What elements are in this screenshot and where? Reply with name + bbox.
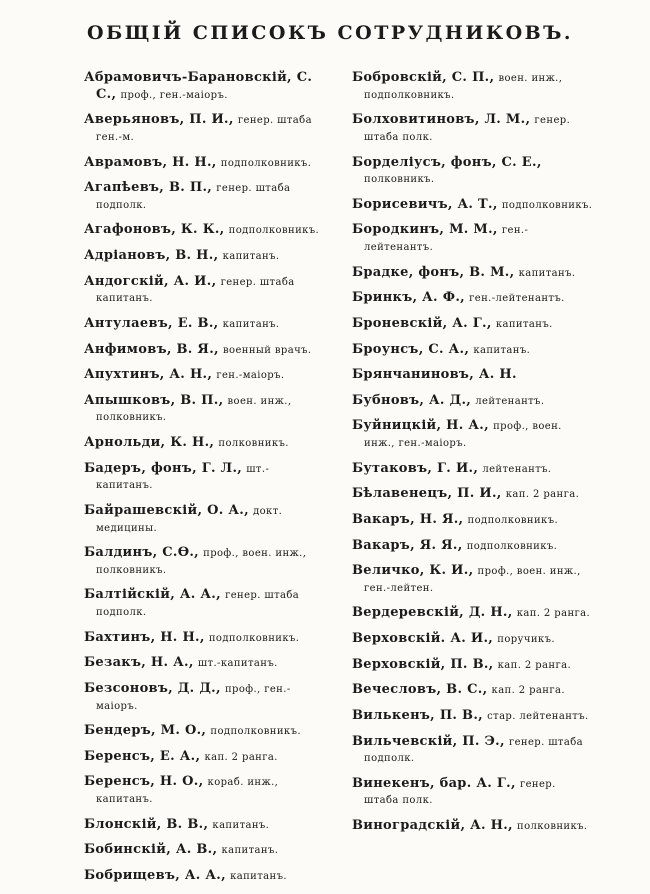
list-entry [84,749,326,766]
entry-name: Винекенъ, бар. А. Г., [352,775,516,791]
list-entry [352,265,594,282]
entry-rank: проф., ген.-маіоръ. [120,89,228,101]
list-entry [352,708,594,725]
entry-name: Броунсъ, С. А., [352,341,470,357]
entry-rank: подполковникъ. [208,632,300,644]
list-entry [352,197,594,214]
entry-name: Верховскій, П. В., [352,656,494,672]
entry-name: Беренсъ, Е. А., [84,748,201,764]
list-entry [84,723,326,740]
entry-rank: докт. медицины. [96,505,283,534]
entry-name: Байрашевскій, О. А., [84,502,249,518]
list-entry [84,868,326,885]
entry-name: Бубновъ, А. Д., [352,392,472,408]
entry-name: Агафоновъ, К. К., [84,222,225,238]
list-entry [352,70,594,103]
list-entry [352,734,594,767]
entry-rank: генер. штаба подполк. [364,736,584,765]
entry-name: Анфимовъ, В. Я., [84,341,219,357]
list-entry [84,630,326,647]
entry-name: Абрамовичъ-Барановскій, С. С., [84,70,313,102]
page-title: ОБЩІЙ СПИСОКЪ СОТРУДНИКОВЪ. [86,22,574,44]
entry-name: Бобинскій, А. В., [84,842,218,858]
entry-rank: проф., ген.-маіоръ. [96,683,291,712]
entry-rank: шт.-капитанъ. [197,658,278,670]
entry-name: Вакаръ, Я. Я., [352,537,463,553]
list-entry [84,367,326,384]
entry-name: Бутаковъ, Г. И., [352,460,479,476]
entry-name: Величко, К. И., [352,563,474,579]
entry-rank: генер. штаба полк. [364,115,571,143]
entry-name: Блонскій, В. В., [84,816,209,832]
entry-rank: полковникъ. [364,174,435,186]
list-entry [352,112,594,145]
entry-name: Бринкъ, А. Ф., [352,290,465,306]
list-entry [352,486,594,503]
list-entry [84,316,326,333]
entry-rank: кап. 2 ранга. [204,751,278,763]
list-entry [352,342,594,359]
entry-name: Апухтинъ, А. Н., [84,367,213,383]
entry-name: Балдинъ, С.Ѳ., [84,545,199,561]
entry-rank: капитанъ. [221,845,279,857]
entry-rank: кап. 2 ранга. [516,608,591,620]
list-entry [84,342,326,359]
entry-name: Вечесловъ, В. С., [352,682,488,698]
list-entry [352,155,594,188]
list-entry [352,316,594,333]
entry-rank: воен. инж., подполковникъ. [364,73,563,101]
list-entry [352,818,594,835]
list-entry [352,538,594,555]
entry-name: Адріановъ, В. Н., [84,248,219,263]
list-entry [84,681,326,714]
entry-rank: проф., воен. инж., ген.-лейтен. [364,566,581,594]
entry-rank: стар. лейтенантъ. [487,710,589,722]
contributor-list-left [84,70,326,894]
entry-rank: полковникъ. [218,438,289,449]
list-entry [84,180,326,213]
entry-rank: подполковникъ. [466,540,558,552]
entry-rank: шт.-капитанъ. [96,463,270,492]
entry-rank: капитанъ. [212,819,270,831]
entry-name: Андогскій, А. И., [84,273,217,289]
entry-rank: капитанъ. [473,344,531,356]
entry-name: Вилькенъ, П. В., [352,707,483,723]
entry-rank: подполковникъ. [220,157,312,169]
entry-rank: поручикъ. [497,634,555,645]
entry-name: Вильчевскій, П. Э., [352,733,505,749]
entry-name: Аврамовъ, Н. Н., [84,154,217,170]
entry-rank: проф., воен. инж., ген.-маіоръ. [364,421,562,449]
list-entry [352,631,594,648]
list-entry [352,682,594,699]
entry-name: Брадке, фонъ, В. М., [352,264,515,280]
list-entry [84,248,326,265]
entry-name: Вакаръ, Н. Я., [352,511,464,527]
entry-rank: лейтенантъ. [475,395,545,407]
entry-rank: капитанъ. [230,870,287,882]
entry-name: Бахтинъ, Н. Н., [84,629,205,645]
list-entry [352,367,594,384]
entry-rank: капитанъ. [495,318,553,330]
entry-name: Брянчаниновъ, А. Н. [352,367,517,383]
entry-name: Буйницкій, Н. А., [352,418,489,434]
list-entry [352,512,594,529]
list-entry [84,587,326,620]
list-entry [84,461,326,494]
entry-rank: подполковникъ. [501,199,593,211]
list-entry [84,222,326,239]
list-entry [352,605,594,622]
entry-rank: полковникъ. [517,821,588,832]
entry-name: Безакъ, Н. А., [84,655,194,671]
entry-rank: капитанъ. [222,251,280,262]
entry-rank: генер. штаба капитанъ. [96,276,295,305]
list-entry [84,393,326,426]
entry-name: Бадеръ, фонъ, Г. Л., [84,460,243,476]
entry-rank: проф., воен. инж., полковникъ. [96,548,307,576]
list-entry [84,112,326,145]
list-entry [352,222,594,255]
entry-name: Агапѣевъ, В. П., [84,180,213,196]
entry-rank: подполковникъ. [467,514,559,526]
entry-rank: ген.-лейтенантъ. [469,293,565,305]
entry-name: Бендеръ, М. О., [84,723,207,739]
entry-name: Броневскій, А. Г., [352,315,492,331]
entry-name: Апышковъ, В. П., [84,392,224,408]
entry-rank: подполковникъ. [228,225,320,237]
list-entry [84,817,326,834]
entry-name: Виноградскій, А. Н., [352,818,513,833]
entry-rank: военный врачъ. [223,344,312,356]
contributor-list-right [352,70,594,894]
list-entry [352,418,594,451]
entry-name: Арнольди, К. Н., [84,435,215,450]
entry-rank: капитанъ. [222,318,280,330]
list-entry [84,435,326,452]
entry-name: Балтійскій, А. А., [84,587,221,603]
entry-name: Безсоновъ, Д. Д., [84,680,221,696]
entry-rank: подполковникъ. [210,726,301,738]
list-entry [84,842,326,859]
entry-name: Аверьяновъ, П. И., [84,112,234,128]
entry-rank: воен. инж., полковникъ. [96,395,292,424]
entry-name: Бѣлавенецъ, П. И., [352,486,502,502]
list-entry [352,563,594,596]
list-entry [84,545,326,578]
entry-rank: кап. 2 ранга. [491,685,565,697]
entry-name: Беренсъ, Н. О., [84,774,204,790]
entry-rank: капитанъ. [518,267,576,279]
entry-rank: генер. штаба подполк. [96,590,300,618]
entry-rank: ген.-маіоръ. [216,370,285,382]
entry-name: Бородкинъ, М. М., [352,222,498,238]
entry-rank: кап. 2 ранга. [497,659,572,671]
entry-rank: генер. штаба полк. [364,778,556,807]
entry-rank: генер. штаба ген.-м. [96,115,312,143]
list-entry [84,155,326,172]
list-entry [84,655,326,672]
list-entry [84,274,326,307]
list-entry [84,70,326,103]
list-entry [84,503,326,536]
entry-name: Верховскій. А. И., [352,631,494,646]
entry-name: Вердеревскій, Д. Н., [352,605,513,621]
entry-rank: кап. 2 ранга. [505,489,580,501]
list-entry [84,774,326,807]
list-entry [352,393,594,410]
entry-name: Бобрищевъ, А. А., [84,867,226,883]
entry-name: Бобровскій, С. П., [352,70,495,85]
entry-rank: лейтенантъ. [482,463,552,475]
entry-rank: генер. штаба подполк. [96,183,291,211]
list-entry [352,776,594,809]
list-entry [352,290,594,307]
entry-rank: кораб. инж., капитанъ. [96,777,279,805]
entry-name: Борделіусъ, фонъ, С. Е., [352,154,542,170]
list-entry [352,461,594,478]
entry-rank: ген.-лейтенантъ. [364,225,529,253]
entry-name: Болховитиновъ, Л. М., [352,112,531,128]
contributor-columns [84,70,594,894]
list-entry [352,657,594,674]
entry-name: Борисевичъ, А. Т., [352,196,498,212]
entry-name: Антулаевъ, Е. В., [84,315,219,331]
